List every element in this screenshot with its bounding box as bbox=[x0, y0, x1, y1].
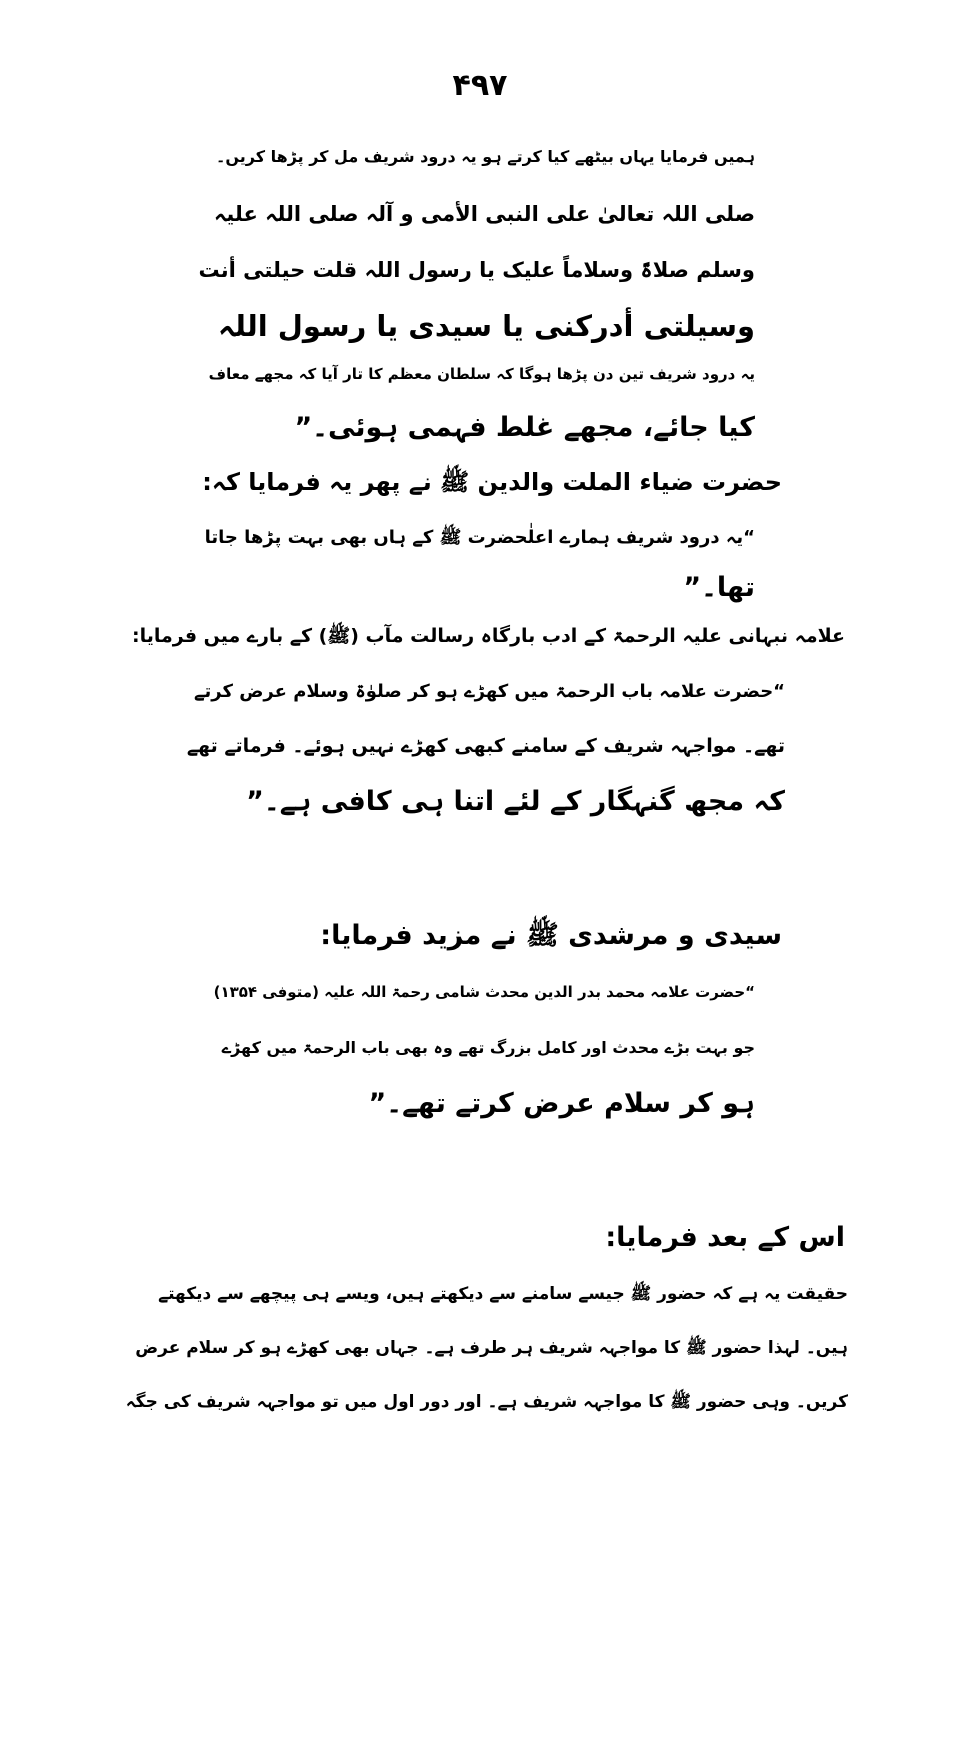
page-number: ۴۹۷ bbox=[452, 68, 508, 103]
text-line: علامہ نبہانی علیہ الرحمۃ کے ادب بارگاہ رسالت مآب (ﷺ) کے بارے میں فرمایا: bbox=[131, 625, 845, 647]
arabic-text-line: وسیلتی أدرکنی یا سیدی یا رسول اللہ bbox=[218, 309, 755, 343]
text-line: ہیں۔ لہذا حضور ﷺ کا مواجہہ شریف ہر طرف ہے۔ جہاں بھی کھڑے ہو کر سلام عرض bbox=[135, 1338, 848, 1358]
text-line: “حضرت علامہ محمد بدر الدین محدث شامی رحمۃ اللہ علیہ (متوفی ۱۳۵۴) bbox=[213, 983, 755, 1001]
text-line: اس کے بعد فرمایا: bbox=[605, 1222, 845, 1253]
text-line: حضرت ضیاء الملت والدین ﷺ نے پھر یہ فرمایا کہ: bbox=[202, 468, 782, 496]
text-line: ہو کر سلام عرض کرتے تھے۔” bbox=[368, 1088, 755, 1119]
arabic-text-line: صلی اللہ تعالیٰ علی النبی الأمی و آلہ صلی اللہ علیہ bbox=[214, 202, 755, 226]
text-line: تھا۔” bbox=[683, 572, 755, 603]
text-line: تھے۔ مواجہہ شریف کے سامنے کبھی کھڑے نہیں ہوئے۔ فرماتے تھے bbox=[186, 735, 785, 757]
text-line: جو بہت بڑے محدث اور کامل بزرگ تھے وہ بھی باب الرحمۃ میں کھڑے bbox=[221, 1038, 755, 1057]
text-line: یہ درود شریف تین دن پڑھا ہوگا کہ سلطان معظم کا تار آیا کہ مجھے معاف bbox=[208, 365, 755, 383]
text-line: “یہ درود شریف ہمارے اعلٰحضرت ﷺ کے ہاں بھی بہت پڑھا جاتا bbox=[204, 527, 755, 548]
text-line: ہمیں فرمایا یہاں بیٹھے کیا کرتے ہو یہ درود شریف مل کر پڑھا کریں۔ bbox=[215, 147, 755, 166]
text-line: کیا جائے، مجھے غلط فہمی ہوئی۔” bbox=[294, 412, 755, 443]
text-line: کہ مجھ گنہگار کے لئے اتنا ہی کافی ہے۔” bbox=[246, 786, 785, 817]
text-line: سیدی و مرشدی ﷺ نے مزید فرمایا: bbox=[320, 920, 782, 951]
text-line: کریں۔ وہی حضور ﷺ کا مواجہہ شریف ہے۔ اور دور اول میں تو مواجہہ شریف کی جگہ bbox=[125, 1392, 848, 1412]
text-line: “حضرت علامہ باب الرحمۃ میں کھڑے ہو کر صلوٰۃ وسلام عرض کرتے bbox=[193, 681, 785, 702]
arabic-text-line: وسلم صلاۃً وسلاماً علیک یا رسول اللہ قلت حیلتی أنت bbox=[198, 258, 755, 282]
text-line: حقیقت یہ ہے کہ حضور ﷺ جیسے سامنے سے دیکھتے ہیں، ویسے ہی پیچھے سے دیکھتے bbox=[158, 1284, 848, 1304]
